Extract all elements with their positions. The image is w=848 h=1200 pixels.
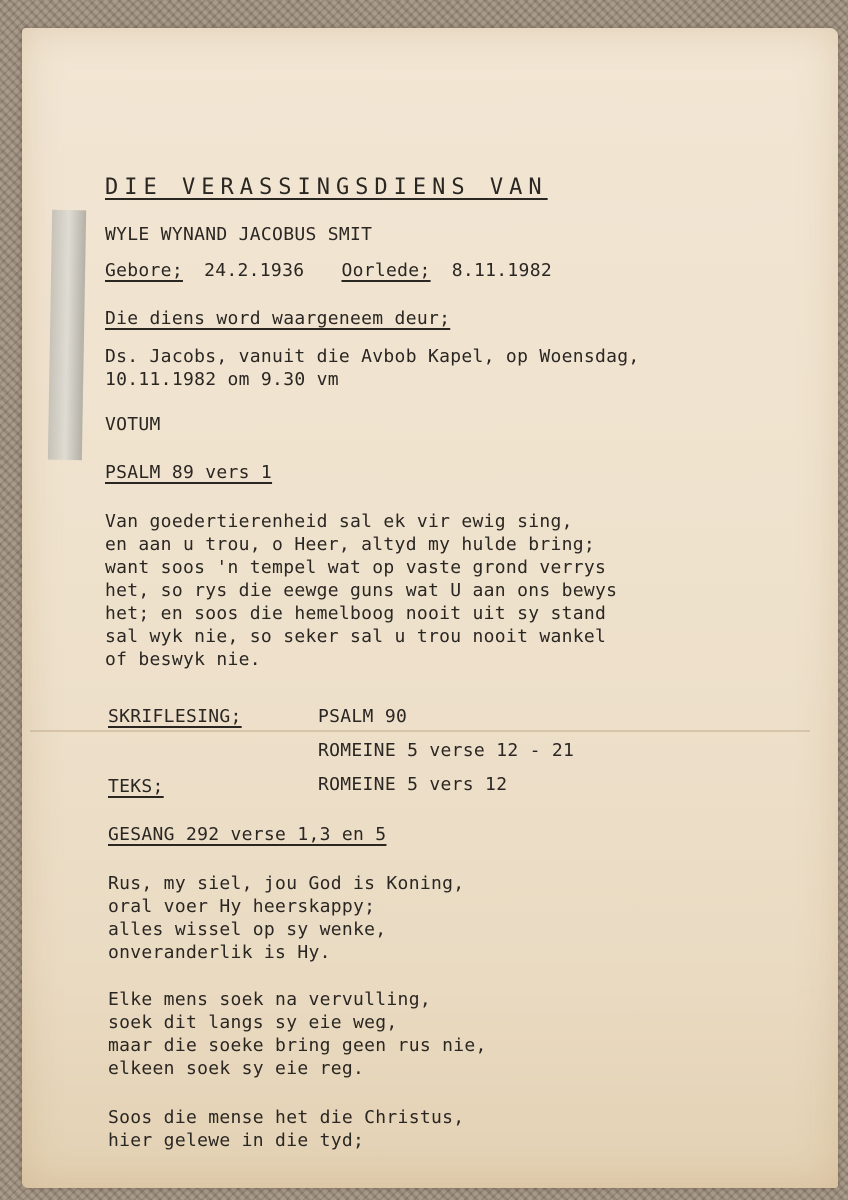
tape-strip bbox=[48, 210, 86, 461]
paper-crease bbox=[30, 730, 810, 732]
born-date: 24.2.1936 bbox=[204, 260, 305, 281]
teks-item: ROMEINE 5 vers 12 bbox=[318, 774, 508, 795]
deceased-name: WYLE WYNAND JACOBUS SMIT bbox=[105, 224, 373, 245]
stanza-line: Elke mens soek na vervulling, bbox=[108, 989, 431, 1010]
gesang-heading: GESANG 292 verse 1,3 en 5 bbox=[108, 824, 387, 845]
stanza-line: elkeen soek sy eie reg. bbox=[108, 1058, 365, 1079]
psalm-line: Van goedertierenheid sal ek vir ewig sing, bbox=[105, 511, 573, 532]
teks-label: TEKS; bbox=[108, 776, 164, 797]
stanza-2 bbox=[108, 988, 487, 1080]
service-line: Ds. Jacobs, vanuit die Avbob Kapel, op Woensdag, bbox=[105, 346, 640, 367]
votum: VOTUM bbox=[105, 414, 161, 435]
skriflesing-item: PSALM 90 bbox=[318, 706, 408, 727]
stanza-3 bbox=[108, 1106, 464, 1152]
psalm-line: het, so rys die eewge guns wat U aan ons bewys bbox=[105, 580, 618, 601]
skriflesing-label: SKRIFLESING; bbox=[108, 706, 242, 727]
stanza-1 bbox=[108, 872, 464, 964]
stanza-line: oral voer Hy heerskappy; bbox=[108, 896, 376, 917]
dates-line bbox=[105, 260, 552, 281]
died-date: 8.11.1982 bbox=[451, 260, 552, 281]
died-label: Oorlede; bbox=[341, 260, 431, 281]
stanza-line: Rus, my siel, jou God is Koning, bbox=[108, 873, 465, 894]
stanza-line: alles wissel op sy wenke, bbox=[108, 919, 387, 940]
psalm-line: sal wyk nie, so seker sal u trou nooit wankel bbox=[105, 626, 607, 647]
service-heading: Die diens word waargeneem deur; bbox=[105, 308, 451, 329]
stanza-line: maar die soeke bring geen rus nie, bbox=[108, 1035, 487, 1056]
psalm-line: of beswyk nie. bbox=[105, 649, 261, 670]
psalm-heading: PSALM 89 vers 1 bbox=[105, 462, 273, 483]
psalm-line: want soos 'n tempel wat op vaste grond verrys bbox=[105, 557, 607, 578]
psalm-line: het; en soos die hemelboog nooit uit sy stand bbox=[105, 603, 607, 624]
skriflesing-item: ROMEINE 5 verse 12 - 21 bbox=[318, 740, 575, 761]
stanza-line: hier gelewe in die tyd; bbox=[108, 1130, 365, 1151]
stanza-line: onveranderlik is Hy. bbox=[108, 942, 331, 963]
psalm-line: en aan u trou, o Heer, altyd my hulde bring; bbox=[105, 534, 596, 555]
psalm-text bbox=[105, 510, 617, 671]
born-label: Gebore; bbox=[105, 260, 183, 281]
program-heading: DIE VERASSINGSDIENS VAN bbox=[105, 175, 548, 200]
service-details bbox=[105, 345, 640, 391]
service-line: 10.11.1982 om 9.30 vm bbox=[105, 369, 339, 390]
stanza-line: soek dit langs sy eie weg, bbox=[108, 1012, 398, 1033]
stanza-line: Soos die mense het die Christus, bbox=[108, 1107, 465, 1128]
